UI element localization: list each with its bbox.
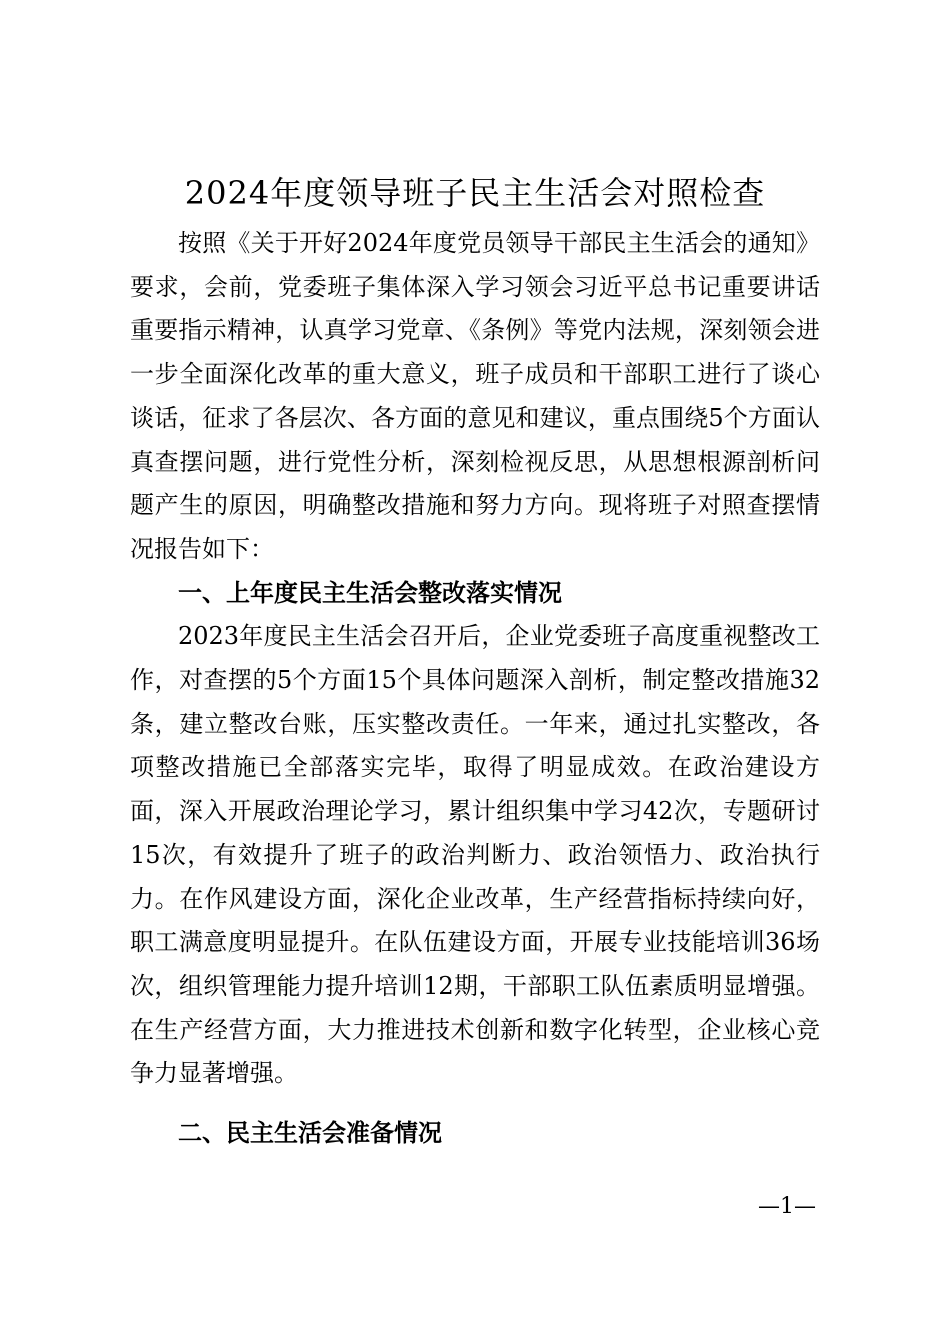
section-2-heading: 二、民主生活会准备情况 — [178, 1119, 442, 1148]
intro-paragraph: 按照《关于开好2024年度党员领导干部民主生活会的通知》要求，会前，党委班子集体深入学习领会习近平总书记重要讲话重要指示精神，认真学习党章、《条例》等党内法规，深刻领会进一步全面深化改革的重大意义，班子成员和干部职工进行了谈心谈话，征求了各层次、各方面的意见和建议，重点围绕5个方面认真查摆问题，进行党性分析，深刻检视反思，从思想根源剖析问题产生的原因，明确整改措施和努力方向。现将班子对照查摆情况报告如下： — [130, 229, 820, 563]
page-number: —1— — [758, 1194, 816, 1219]
section-1-paragraph: 2023年度民主生活会召开后，企业党委班子高度重视整改工作，对查摆的5个方面15个具体问题深入剖析，制定整改措施32条，建立整改台账，压实整改责任。一年来，通过扎实整改，各项整改措施已全部落实完毕，取得了明显成效。在政治建设方面，深入开展政治理论学习，累计组织集中学习42次，专题研讨15次，有效提升了班子的政治判断力、政治领悟力、政治执行力。在作风建设方面，深化企业改革，生产经营指标持续向好，职工满意度明显提升。在队伍建设方面，开展专业技能培训36场次，组织管理能力提升培训12期，干部职工队伍素质明显增强。在生产经营方面，大力推进技术创新和数字化转型，企业核心竞争力显著增强。 — [130, 622, 820, 1088]
document-body — [130, 222, 820, 1156]
section-1-heading: 一、上年度民主生活会整改落实情况 — [178, 578, 562, 607]
document-title: 2024年度领导班子民主生活会对照检查 — [184, 174, 766, 212]
